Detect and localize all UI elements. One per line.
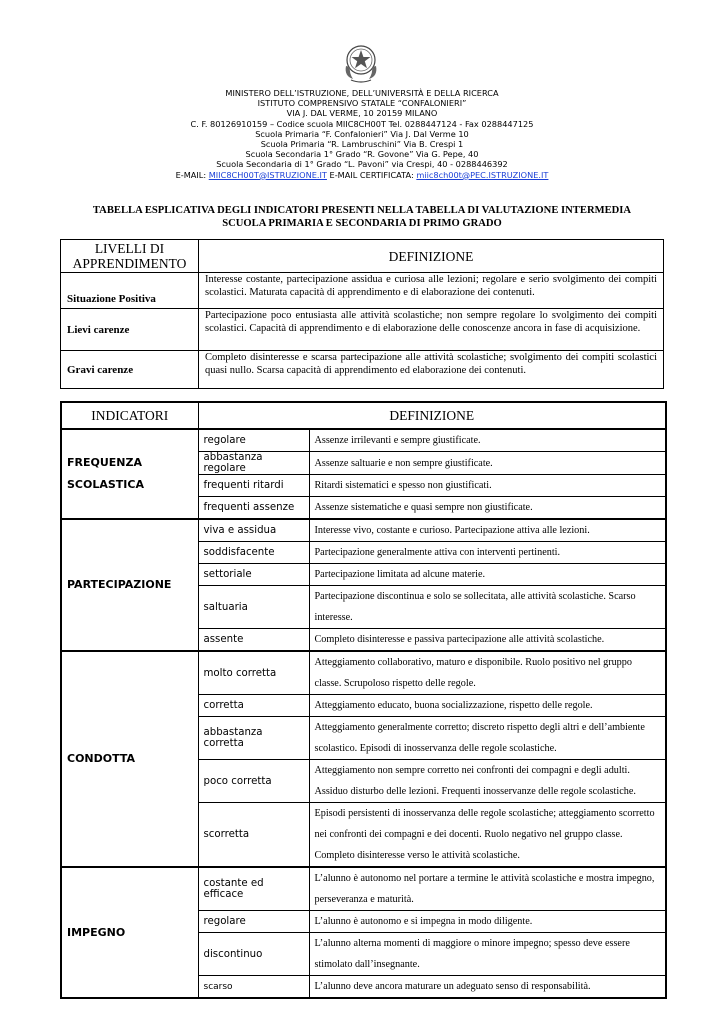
pec-label: E-MAIL CERTIFICATA:	[326, 169, 417, 180]
indicator-definition: Ritardi sistematici e spesso non giustificati.	[309, 475, 666, 497]
institute-address: VIA J. DAL VERME, 10 20159 MILANO	[286, 108, 438, 119]
level-name: Lievi carenze	[61, 309, 199, 351]
indicator-level: regolare	[198, 429, 309, 452]
indicator-level: discontinuo	[198, 933, 309, 976]
indicators-col-header: INDICATORI	[61, 402, 198, 429]
indicator-definition: Atteggiamento generalmente corretto; discreto rispetto degli altri e dell’ambiente scolastico. Episodi di inosservanza delle regole scolastiche.	[309, 717, 666, 760]
level-definition: Interesse costante, partecipazione assidua e curiosa alle lezioni; regolare e serio svolgimento dei compiti scolastici. Maturata capacità di apprendimento e di elaborazione dei contenuti.	[199, 273, 664, 309]
table-row	[61, 429, 666, 452]
level-definition: Completo disinteresse e scarsa partecipazione alle attività scolastiche; svolgimento dei compiti scolastici quasi nullo. Scarsa capacità di apprendimento ed elaborazione dei contenuti.	[199, 351, 664, 389]
indicator-level: abbastanza corretta	[198, 717, 309, 760]
indicator-level: settoriale	[198, 564, 309, 586]
title-line-1: TABELLA ESPLICATIVA DEGLI INDICATORI PRESENTI NELLA TABELLA DI VALUTAZIONE INTERMEDIA	[92, 205, 632, 216]
indicator-frequenza: FREQUENZA SCOLASTICA	[61, 429, 198, 519]
school-confalonieri: Scuola Primaria “F. Confalonieri” Via J. Dal Verme 10	[255, 128, 469, 139]
title-line-2: SCUOLA PRIMARIA E SECONDARIA DI PRIMO GRADO	[222, 217, 502, 229]
indicator-level: viva e assidua	[198, 519, 309, 542]
learning-levels-table	[60, 239, 664, 389]
indicator-condotta: CONDOTTA	[61, 651, 198, 867]
table-row	[61, 867, 666, 911]
pec-email-link[interactable]: miic8ch00t@PEC.ISTRUZIONE.IT	[416, 169, 549, 180]
indicator-definition: Atteggiamento educato, buona socializzazione, rispetto delle regole.	[309, 695, 666, 717]
indicators-table	[60, 401, 667, 999]
document-title	[40, 205, 684, 230]
indicator-definition: L’alunno è autonomo e si impegna in modo diligente.	[309, 911, 666, 933]
email-link[interactable]: MIIC8CH00T@ISTRUZIONE.IT	[208, 169, 327, 180]
level-definition: Partecipazione poco entusiasta alle attività scolastiche; non sempre regolare lo svolgimento dei compiti scolastici. Capacità di apprendimento e di elaborazione delle conoscenze ancora in fase di acquisizione.	[199, 309, 664, 351]
indicator-level: assente	[198, 629, 309, 652]
school-govone: Scuola Secondaria 1° Grado “R. Govone” Via G. Pepe, 40	[245, 149, 479, 160]
indicator-level: costante ed efficace	[198, 867, 309, 911]
indicator-level: regolare	[198, 911, 309, 933]
email-line	[60, 170, 664, 180]
indicator-definition: Assenze saltuarie e non sempre giustificate.	[309, 452, 666, 475]
indicator-impegno: IMPEGNO	[61, 867, 198, 998]
levels-col-header: LIVELLI DI APPRENDIMENTO	[61, 240, 199, 273]
institute-name: ISTITUTO COMPRENSIVO STATALE “CONFALONIERI”	[257, 98, 467, 109]
level-name: Situazione Positiva	[61, 273, 199, 309]
indicator-level: poco corretta	[198, 760, 309, 803]
school-letterhead	[60, 88, 664, 180]
indicator-level: corretta	[198, 695, 309, 717]
indicator-level: frequenti ritardi	[198, 475, 309, 497]
indicator-definition: Atteggiamento collaborativo, maturo e disponibile. Ruolo positivo nel gruppo classe. Scrupoloso rispetto delle regole.	[309, 651, 666, 695]
indicator-level: molto corretta	[198, 651, 309, 695]
level-name: Gravi carenze	[61, 351, 199, 389]
indicator-definition: Partecipazione discontinua e solo se sollecitata, alle attività scolastiche. Scarso interesse.	[309, 586, 666, 629]
school-lambruschini: Scuola Primaria “R. Lambruschini” Via B. Crespi 1	[260, 139, 464, 150]
indicator-partecipazione: PARTECIPAZIONE	[61, 519, 198, 651]
email-label: E-MAIL:	[175, 169, 209, 180]
indicator-definition: Episodi persistenti di inosservanza delle regole scolastiche; atteggiamento scorretto nei confronti dei compagni e dei docenti. Ruolo negativo nel gruppo classe. Completo disinteresse verso le attività scolastiche.	[309, 803, 666, 868]
definition-col-header: DEFINIZIONE	[198, 402, 666, 429]
indicator-definition: L’alunno è autonomo nel portare a termine le attività scolastiche e mostra impegno, perseveranza e maturità.	[309, 867, 666, 911]
indicator-definition: Assenze irrilevanti e sempre giustificate.	[309, 429, 666, 452]
indicator-level: frequenti assenze	[198, 497, 309, 520]
indicator-level: scorretta	[198, 803, 309, 868]
indicator-definition: Partecipazione generalmente attiva con interventi pertinenti.	[309, 542, 666, 564]
level-row	[61, 309, 664, 351]
fiscal-code-phone: C. F. 80126910159 – Codice scuola MIIC8CH00T Tel. 0288447124 - Fax 0288447125	[190, 118, 534, 129]
indicator-level: abbastanza regolare	[198, 452, 309, 475]
indicator-definition: Interesse vivo, costante e curioso. Partecipazione attiva alle lezioni.	[309, 519, 666, 542]
ministry-line: MINISTERO DELL’ISTRUZIONE, DELL’UNIVERSITÀ E DELLA RICERCA	[225, 88, 499, 98]
indicator-definition: Completo disinteresse e passiva partecipazione alle attività scolastiche.	[309, 629, 666, 652]
level-row	[61, 351, 664, 389]
indicator-level: soddisfacente	[198, 542, 309, 564]
definition-col-header: DEFINIZIONE	[199, 240, 664, 273]
republic-emblem-icon	[341, 40, 381, 84]
table-row	[61, 651, 666, 695]
school-pavoni: Scuola Secondaria di 1° Grado “L. Pavoni” via Crespi, 40 - 0288446392	[216, 159, 508, 170]
indicator-level: saltuaria	[198, 586, 309, 629]
levels-header-row	[61, 240, 664, 273]
table-row	[61, 519, 666, 542]
indicator-definition: Atteggiamento non sempre corretto nei confronti dei compagni e degli adulti. Assiduo disturbo delle lezioni. Frequenti inosservanze delle regole scolastiche.	[309, 760, 666, 803]
indicator-definition: Assenze sistematiche e quasi sempre non giustificate.	[309, 497, 666, 520]
indicator-definition: L’alunno alterna momenti di maggiore o minore impegno; spesso deve essere stimolato dall’insegnante.	[309, 933, 666, 976]
indicator-definition: Partecipazione limitata ad alcune materie.	[309, 564, 666, 586]
indicator-definition: L’alunno deve ancora maturare un adeguato senso di responsabilità.	[309, 976, 666, 999]
indicator-level: scarso	[198, 976, 309, 999]
level-row	[61, 273, 664, 309]
indicators-header-row	[61, 402, 666, 429]
